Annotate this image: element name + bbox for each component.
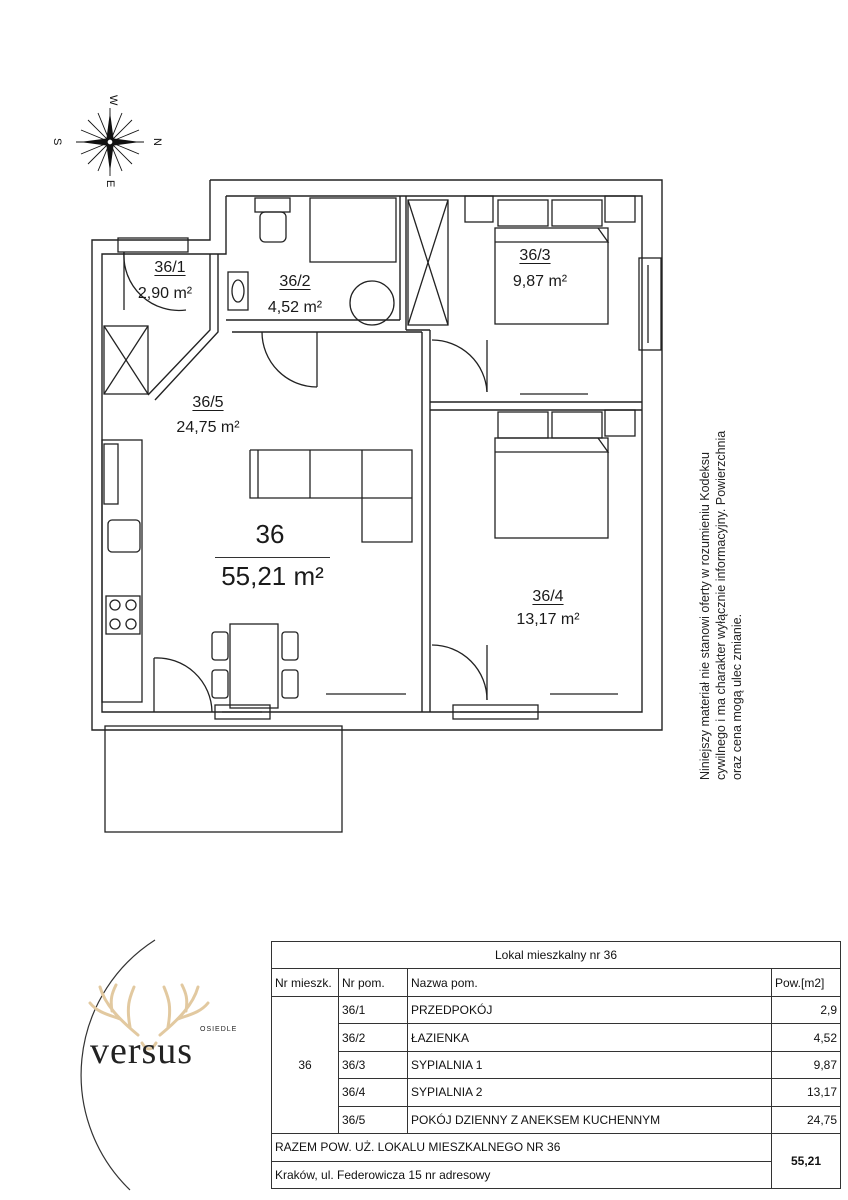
- disclaimer-notice: [697, 375, 747, 780]
- table-row: [272, 996, 841, 1023]
- room-label-36-5: 36/5: [192, 394, 224, 411]
- compass-e: E: [104, 180, 116, 188]
- table-row: [272, 1024, 841, 1051]
- table-title: Lokal mieszkalny nr 36: [272, 942, 841, 969]
- room-label-36-4: 36/4: [532, 588, 564, 605]
- compass-w: W: [107, 95, 119, 106]
- notice-line-2: cywilnego i ma charakter wyłącznie informacyjny. Powierzchnia: [714, 430, 728, 780]
- row-name: SYPIALNIA 1: [408, 1051, 772, 1078]
- room-label-36-2: 36/2: [279, 273, 311, 290]
- row-area: 9,87: [772, 1051, 841, 1078]
- row-nr: 36/3: [339, 1051, 408, 1078]
- row-area: 24,75: [772, 1106, 841, 1133]
- room-area-36-1: 2,90 m²: [137, 285, 193, 302]
- logo-small-text: OSIEDLE: [200, 1026, 238, 1033]
- compass-rose-icon: [76, 108, 144, 176]
- balcony: [105, 726, 342, 832]
- row-nr: 36/5: [339, 1106, 408, 1133]
- row-area: 4,52: [772, 1024, 841, 1051]
- row-name: POKÓJ DZIENNY Z ANEKSEM KUCHENNYM: [408, 1106, 772, 1133]
- room-area-36-5: 24,75 m²: [176, 419, 240, 436]
- total-label: RAZEM POW. UŻ. LOKALU MIESZKALNEGO NR 36: [272, 1134, 772, 1161]
- room-area-36-2: 4,52 m²: [267, 299, 323, 316]
- header-pow: Pow.[m2]: [772, 969, 841, 996]
- row-name: ŁAZIENKA: [408, 1024, 772, 1051]
- room-area-36-3: 9,87 m²: [512, 273, 568, 290]
- versus-logo: [60, 935, 260, 1195]
- row-nr: 36/1: [339, 996, 408, 1023]
- compass-s: S: [51, 138, 63, 146]
- row-nr: 36/2: [339, 1024, 408, 1051]
- logo-brand-text: versus: [90, 1030, 194, 1072]
- row-name: PRZEDPOKÓJ: [408, 996, 772, 1023]
- header-nr-mieszk: Nr mieszk.: [272, 969, 339, 996]
- address: Kraków, ul. Federowicza 15 nr adresowy: [272, 1161, 772, 1189]
- room-label-36-1: 36/1: [154, 259, 186, 276]
- apartment-no-cell: 36: [272, 996, 339, 1133]
- apartment-table: [271, 941, 841, 1189]
- room-label-36-3: 36/3: [519, 247, 551, 264]
- notice-line-3: oraz cena mogą ulec zmianie.: [730, 613, 744, 780]
- row-name: SYPIALNIA 2: [408, 1079, 772, 1106]
- table-row: [272, 1106, 841, 1133]
- table-row: [272, 1079, 841, 1106]
- notice-line-1: Niniejszy materiał nie stanowi oferty w rozumieniu Kodeksu: [698, 452, 712, 780]
- room-area-36-4: 13,17 m²: [516, 611, 580, 628]
- table-row: [272, 1051, 841, 1078]
- row-nr: 36/4: [339, 1079, 408, 1106]
- apartment-area: 55,21 m²: [221, 561, 324, 591]
- header-nazwa: Nazwa pom.: [408, 969, 772, 996]
- apartment-number: 36: [255, 519, 285, 549]
- total-value: 55,21: [772, 1134, 841, 1189]
- compass-n: N: [151, 138, 163, 146]
- row-area: 13,17: [772, 1079, 841, 1106]
- row-area: 2,9: [772, 996, 841, 1023]
- header-nr-pom: Nr pom.: [339, 969, 408, 996]
